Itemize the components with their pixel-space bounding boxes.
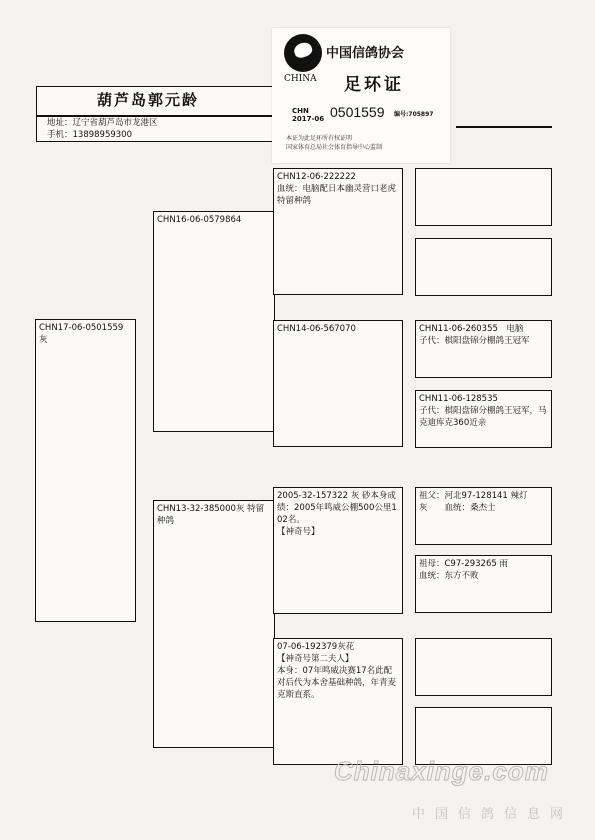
great-grandparent-4: CHN11-06-128535 子代：棋阳盘锦分棚鸽王冠军，马克迪库克360近亲 xyxy=(415,390,552,448)
great-grandparent-1 xyxy=(415,168,552,226)
owner-contact xyxy=(47,117,158,141)
association-name: 中国信鸽协会 xyxy=(326,46,405,61)
dam-dam-box: 07-06-192379灰花 【神奇号第二夫人】 本身：07年鸣威决赛17名此配对后代为本舍基础种鸽，年青麦克斯直系。 xyxy=(273,638,403,765)
great-grandparent-5: 祖父：河北97-128141 辣灯 灰 血统：桑杰士 xyxy=(415,487,552,545)
ring-prefix xyxy=(292,107,324,123)
sire-sire-box: CHN12-06-222222 血统：电脑配日本幽灵营口老虎特留种鸽 xyxy=(273,168,403,295)
ring-number: 0501559 xyxy=(330,104,385,120)
chn-label: CHN xyxy=(292,107,309,115)
certificate-serial: 编号:705897 xyxy=(394,111,434,118)
certificate-note: 本证为此足环所有权证明 国家体育总局社会体育指导中心监制 xyxy=(286,135,383,151)
dam-sire-box: 2005-32-157322 灰 砂本身成绩：2005年鸣威公棚500公里102名。 【神奇号】 xyxy=(273,487,403,614)
subject-pigeon: CHN17-06-0501559 灰 xyxy=(35,319,136,622)
association-logo-icon xyxy=(284,34,322,72)
great-grandparent-7 xyxy=(415,638,552,696)
great-grandparent-6: 祖母：C97-293265 雨 血统：东方不败 xyxy=(415,555,552,613)
great-grandparent-2 xyxy=(415,238,552,296)
watermark-site-name: 中国信鸽信息网 xyxy=(412,807,574,822)
owner-address: 地址：辽宁省葫芦岛市龙港区 xyxy=(47,118,158,128)
great-grandparent-3: CHN11-06-260355 电脑 子代：棋阳盘锦分棚鸽王冠军 xyxy=(415,320,552,378)
certificate-title: 足环证 xyxy=(344,75,404,95)
country-label: CHINA xyxy=(284,74,317,84)
owner-phone: 手机：13898959300 xyxy=(47,130,132,140)
signature-line xyxy=(456,126,552,128)
chn-year: 2017-06 xyxy=(292,115,325,123)
sire-box: CHN16-06-0579864 xyxy=(153,211,275,432)
ring-certificate xyxy=(272,28,450,163)
watermark-logo-text: Chinaxinge.com xyxy=(334,756,549,786)
owner-name: 葫芦岛郭元龄 xyxy=(97,91,200,109)
sire-dam-box: CHN14-06-567070 xyxy=(273,320,403,447)
dam-box: CHN13-32-385000灰 特留种鸽 xyxy=(153,500,275,748)
